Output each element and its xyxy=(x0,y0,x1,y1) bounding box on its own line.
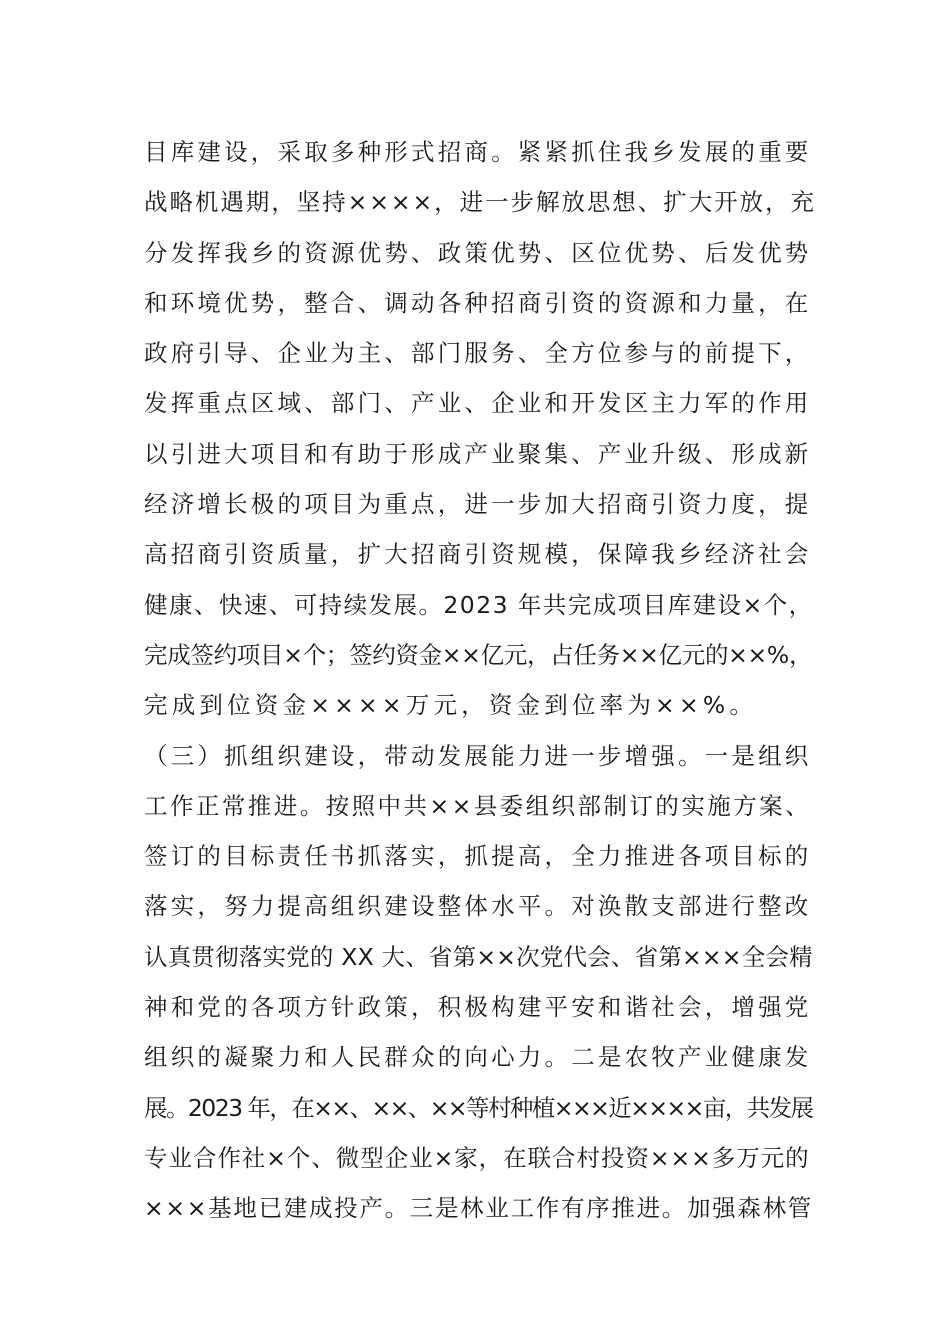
text-line: 组织的凝聚力和人民群众的向心力。二是农牧产业健康发 xyxy=(144,1043,812,1072)
text-line: 工作正常推进。按照中共××县委组织部制订的实施方案、 xyxy=(144,791,812,820)
body-text xyxy=(144,127,814,1234)
text-line: 完成到位资金××××万元，资金到位率为××%。 xyxy=(144,691,758,720)
section-heading-line: （三）抓组织建设，带动发展能力进一步增强。一是组织 xyxy=(144,741,812,770)
text-line: 高招商引资质量，扩大招商引资规模，保障我乡经济社会 xyxy=(144,540,812,569)
text-line: ×××基地已建成投产。三是林业工作有序推进。加强森林管 xyxy=(144,1194,813,1223)
text-line: 认真贯彻落实党的 XX 大、省第××次党代会、省第×××全会精 xyxy=(144,942,813,971)
text-line: 签订的目标责任书抓落实，抓提高，全力推进各项目标的 xyxy=(144,842,812,871)
text-line: 完成签约项目×个；签约资金××亿元，占任务××亿元的××%， xyxy=(144,640,813,669)
text-line: 专业合作社×个、微型企业×家，在联合村投资×××多万元的 xyxy=(144,1143,810,1172)
text-line: 目库建设，采取多种形式招商。紧紧抓住我乡发展的重要 xyxy=(144,138,812,166)
text-line: 经济增长极的项目为重点，进一步加大招商引资力度，提 xyxy=(144,490,812,519)
text-line: 落实，努力提高组织建设整体水平。对涣散支部进行整改 xyxy=(144,892,812,921)
text-line: 以引进大项目和有助于形成产业聚集、产业升级、形成新 xyxy=(144,439,812,468)
text-line: 展。2023 年，在××、××、××等村种植×××近××××亩，共发展 xyxy=(144,1093,813,1122)
text-line: 分发挥我乡的资源优势、政策优势、区位优势、后发优势 xyxy=(144,238,812,267)
text-line: 和环境优势，整合、调动各种招商引资的资源和力量，在 xyxy=(144,288,812,317)
text-line: 健康、快速、可持续发展。2023 年共完成项目库建设×个， xyxy=(144,590,814,619)
text-line: 发挥重点区域、部门、产业、企业和开发区主力军的作用 xyxy=(144,389,812,418)
text-line: 战略机遇期，坚持××××，进一步解放思想、扩大开放，充 xyxy=(144,188,816,217)
text-line: 政府引导、企业为主、部门服务、全方位参与的前提下， xyxy=(144,339,812,368)
text-line: 神和党的各项方针政策，积极构建平安和谐社会，增强党 xyxy=(144,993,812,1022)
